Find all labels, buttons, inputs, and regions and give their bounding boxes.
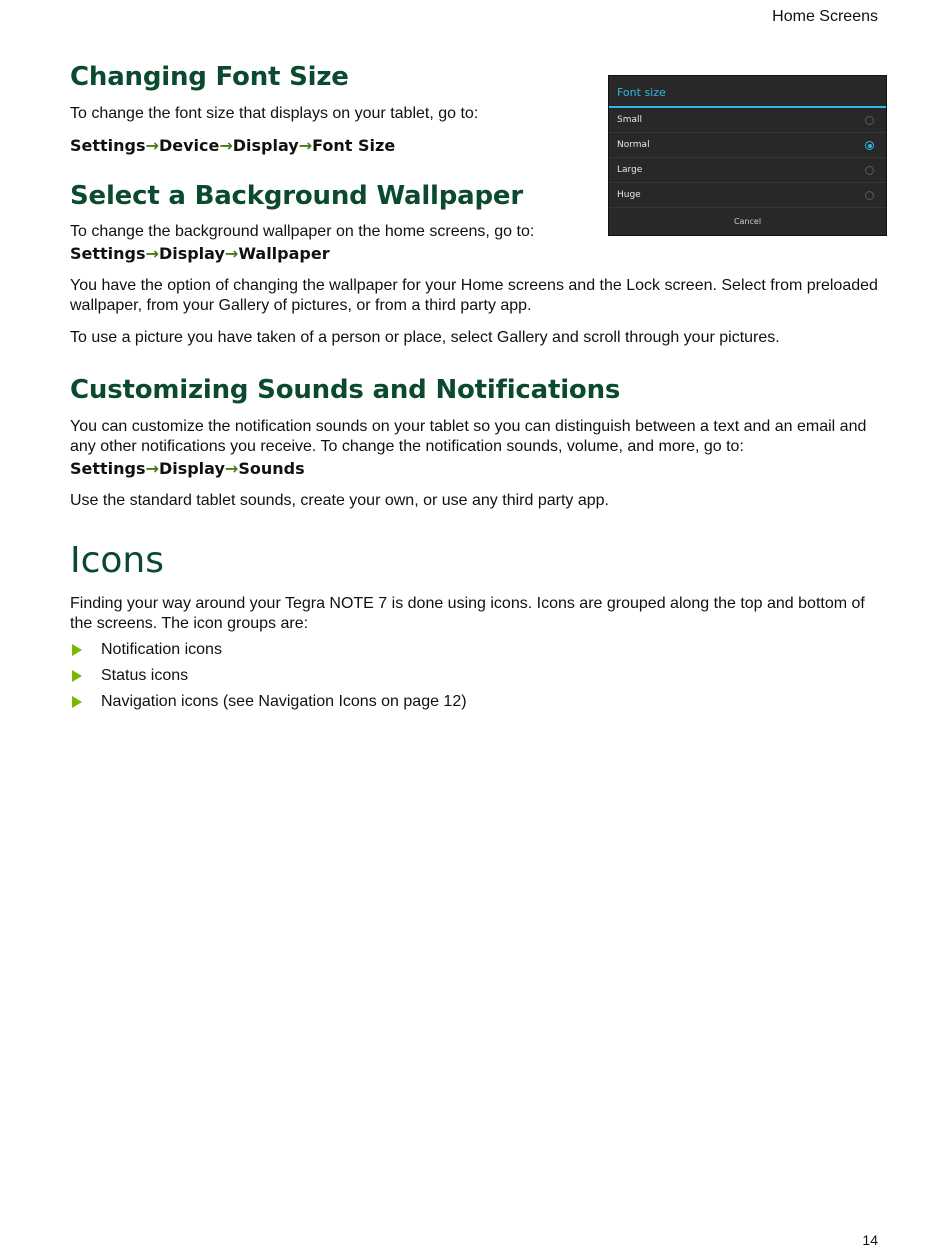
sounds-intro: You can customize the notification sounds on your tablet so you can distinguish between a text and an email and any other notifications you receive. To change the notification sounds, volume, and more, go to: xyxy=(70,418,867,455)
bullet-triangle-icon xyxy=(72,644,82,656)
list-item: Navigation icons (see Navigation Icons on page 12) xyxy=(70,692,885,712)
icons-intro: Finding your way around your Tegra NOTE 7 is done using icons. Icons are grouped along the top and bottom of the screens. The icon groups are: xyxy=(70,595,865,632)
page-number: 14 xyxy=(862,1232,878,1248)
dialog-title: Font size xyxy=(609,76,886,108)
wallpaper-paragraph-1: You have the option of changing the wallpaper for your Home screens and the Lock screen. Select from preloaded wallpaper, from your Gallery of pictures, or from a third party app. xyxy=(70,277,878,314)
arrow-right-icon: → xyxy=(298,136,313,155)
bullet-triangle-icon xyxy=(72,670,82,682)
arrow-right-icon: → xyxy=(145,459,159,478)
sounds-paragraph-1: Use the standard tablet sounds, create your own, or use any third party app. xyxy=(70,492,609,509)
section-title-sounds: Customizing Sounds and Notifications xyxy=(70,375,621,405)
section-title-font-size: Changing Font Size xyxy=(70,62,349,92)
list-item: Notification icons xyxy=(70,640,885,660)
arrow-right-icon: → xyxy=(145,136,159,155)
dialog-option-label: Normal xyxy=(617,140,650,150)
dialog-option-label: Large xyxy=(617,165,643,175)
section-title-wallpaper: Select a Background Wallpaper xyxy=(70,181,523,211)
page-body xyxy=(70,60,885,712)
arrow-right-icon: → xyxy=(224,244,239,263)
dialog-cancel-button: Cancel xyxy=(733,217,762,226)
wallpaper-paragraph-2: To use a picture you have taken of a person or place, select Gallery and scroll through your pictures. xyxy=(70,329,780,346)
wallpaper-settings-path: Settings→Display→Wallpaper xyxy=(70,244,330,263)
arrow-right-icon: → xyxy=(145,244,159,263)
icon-groups-list xyxy=(70,640,885,712)
dialog-option-label: Small xyxy=(617,115,642,125)
font-size-intro: To change the font size that displays on your tablet, go to: xyxy=(70,105,479,122)
sounds-settings-path: Settings→Display→Sounds xyxy=(70,459,305,478)
bullet-triangle-icon xyxy=(72,696,82,708)
section-title-icons: Icons xyxy=(70,540,165,581)
list-item: Status icons xyxy=(70,666,885,686)
wallpaper-intro: To change the background wallpaper on the home screens, go to: xyxy=(70,223,535,240)
arrow-right-icon: → xyxy=(219,136,233,155)
running-header: Home Screens xyxy=(772,8,878,25)
dialog-option-label: Huge xyxy=(617,190,641,200)
arrow-right-icon: → xyxy=(224,459,239,478)
font-size-settings-path: Settings→Device→Display→Font Size xyxy=(70,136,396,155)
